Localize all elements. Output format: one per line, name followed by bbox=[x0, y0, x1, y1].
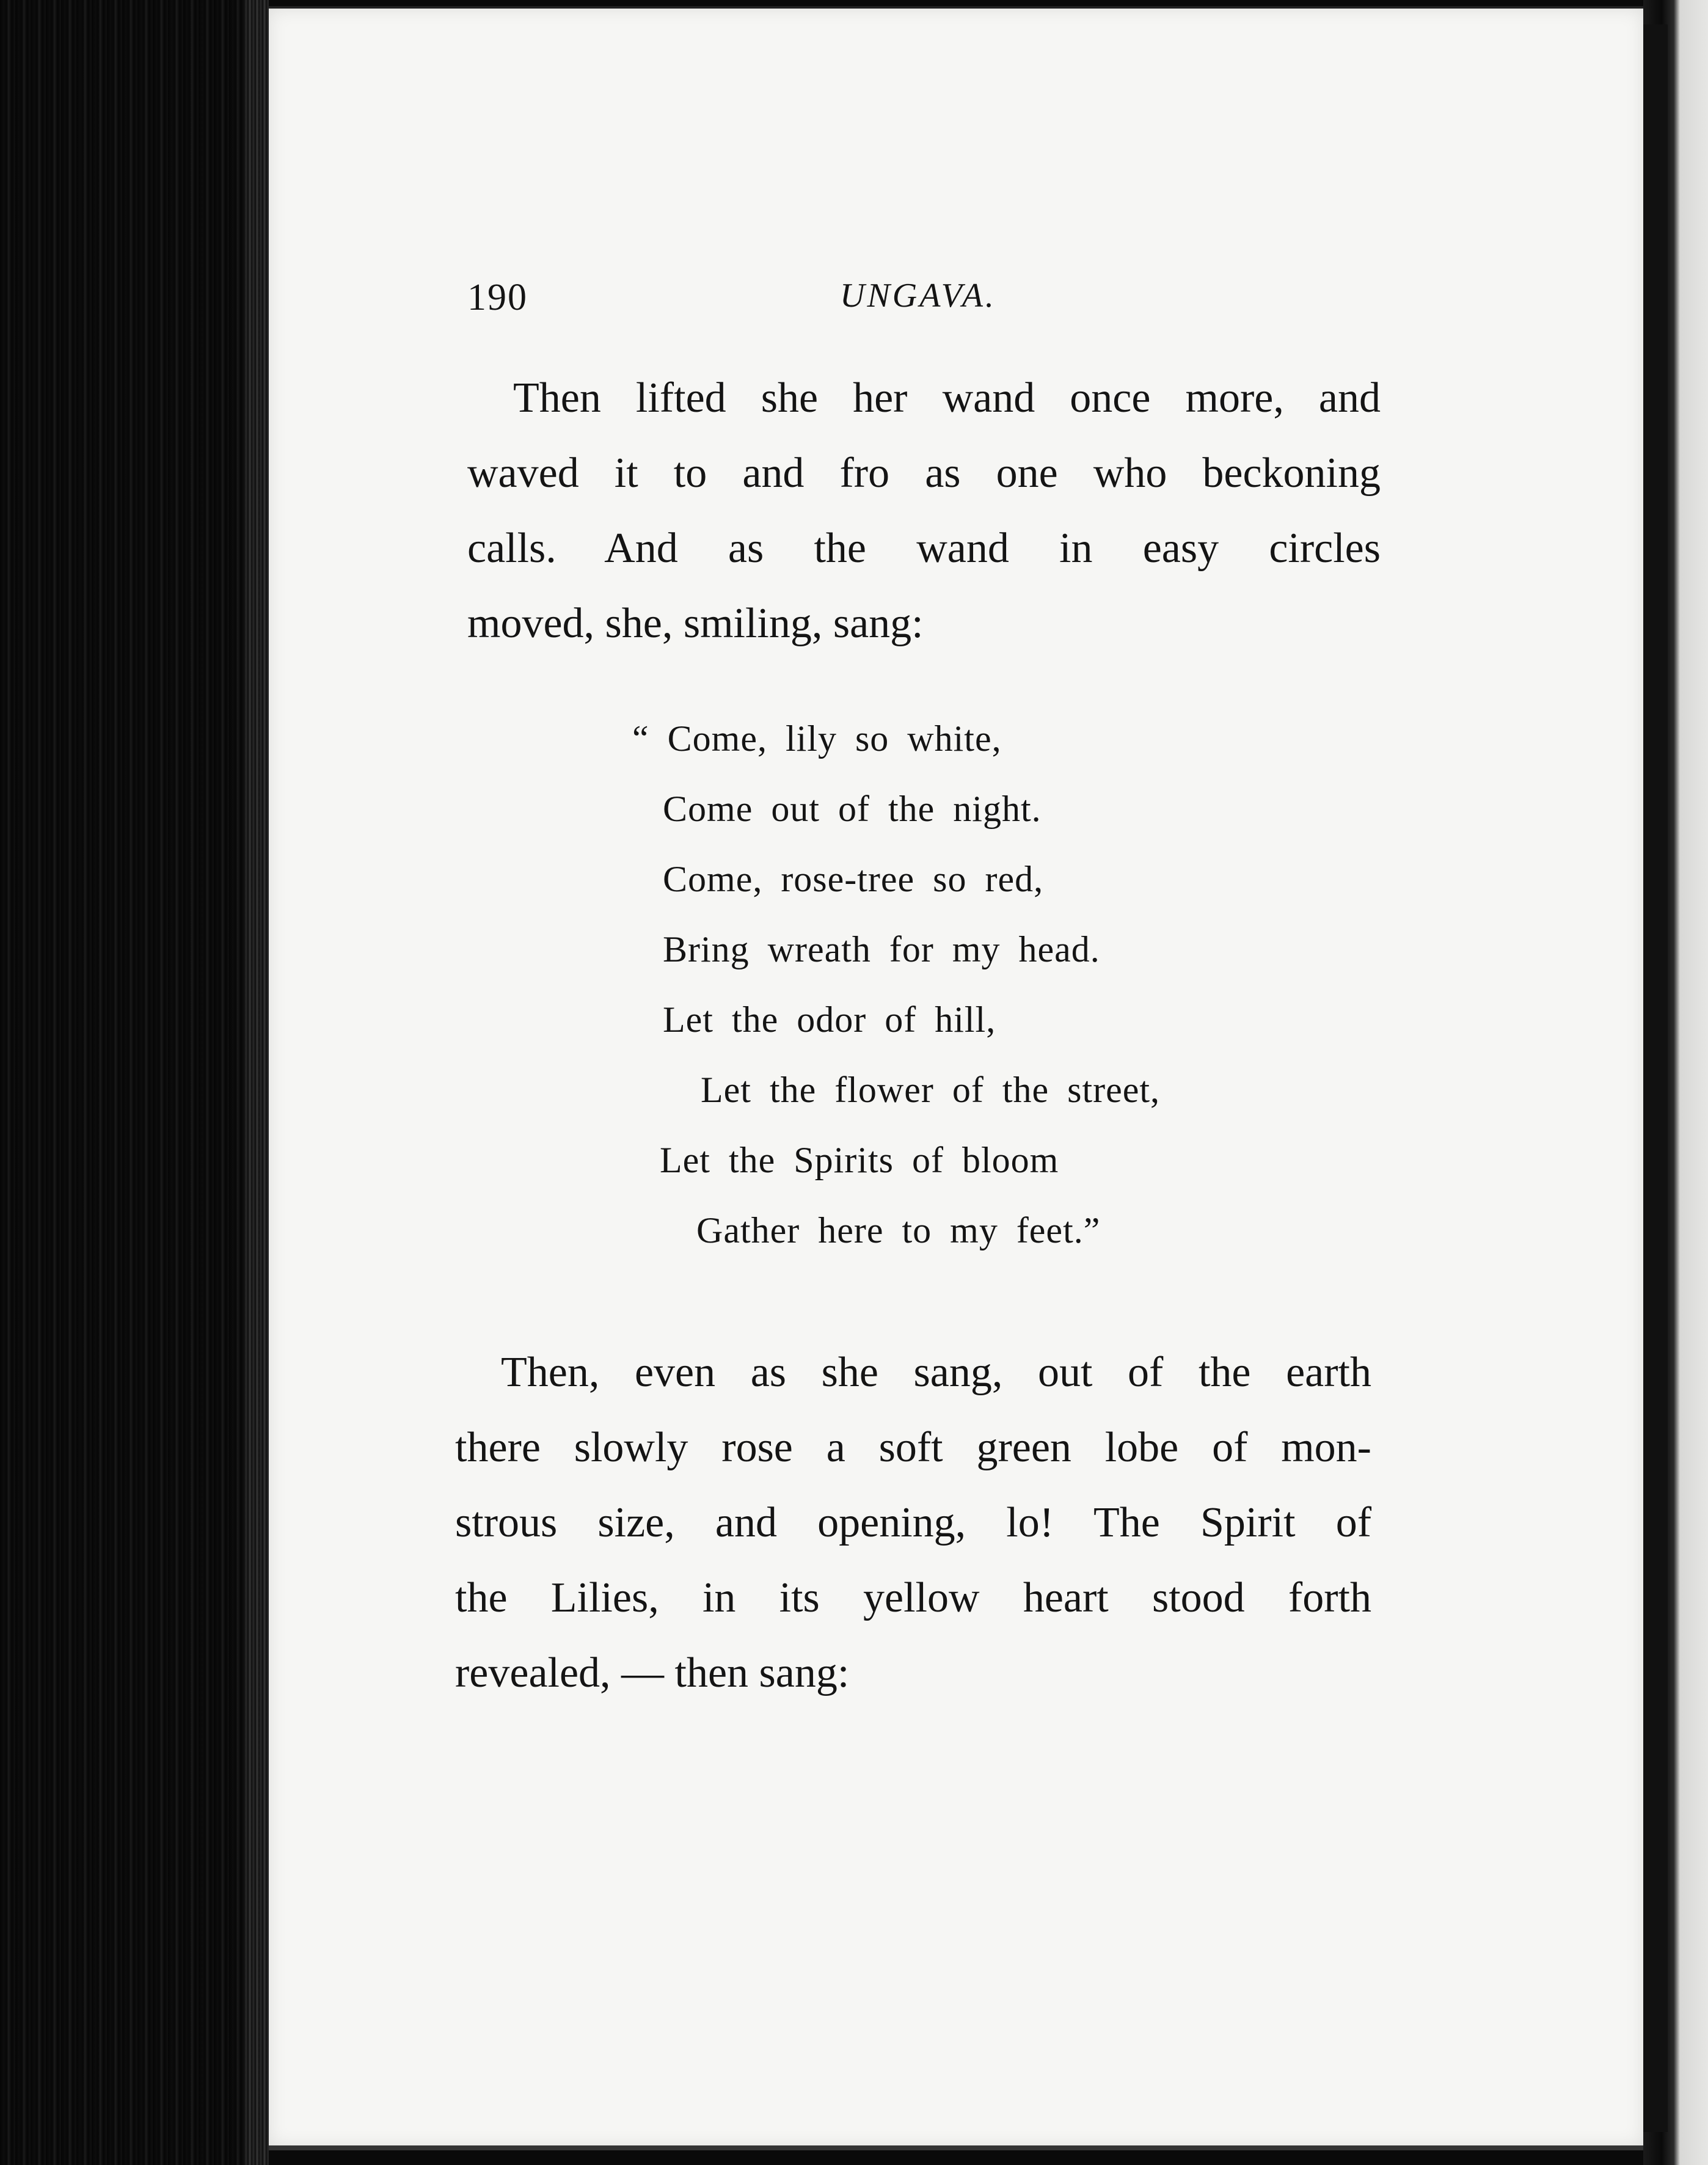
verse-line: Let the odor of hill, bbox=[663, 999, 996, 1040]
paragraph-1 bbox=[467, 360, 1381, 661]
page-edges-left bbox=[244, 0, 269, 2165]
running-title: UNGAVA. bbox=[840, 277, 996, 315]
paragraph-2 bbox=[455, 1335, 1371, 1710]
paragraph-line: moved, she, smiling, sang: bbox=[467, 600, 924, 647]
book-spine-left bbox=[0, 0, 263, 2165]
running-head bbox=[467, 276, 1078, 325]
verse-line: Come out of the night. bbox=[663, 789, 1042, 829]
page-number: 190 bbox=[467, 277, 528, 318]
paragraph-line: Then lifted she her wand once more, and bbox=[513, 374, 1381, 422]
paragraph-line: strous size, and opening, lo! The Spirit of bbox=[455, 1499, 1371, 1546]
verse-line: Come, rose-tree so red, bbox=[663, 859, 1044, 899]
verse-line: Let the Spirits of bloom bbox=[660, 1140, 1059, 1180]
paragraph-line: the Lilies, in its yellow heart stood forth bbox=[455, 1574, 1371, 1621]
verse-line: Gather here to my feet.” bbox=[696, 1210, 1101, 1250]
paragraph-line: calls. And as the wand in easy circles bbox=[467, 525, 1381, 572]
verse-line: Let the flower of the street, bbox=[701, 1070, 1161, 1110]
paragraph-line: revealed, — then sang: bbox=[455, 1649, 850, 1696]
verse-line: “ Come, lily so white, bbox=[632, 718, 1002, 759]
paragraph-line: there slowly rose a soft green lobe of mon- bbox=[455, 1424, 1371, 1471]
page-bottom-edge bbox=[269, 2145, 1643, 2150]
verse-line: Bring wreath for my head. bbox=[663, 929, 1100, 969]
binding-right-shadow bbox=[1643, 24, 1668, 2132]
paragraph-line: waved it to and fro as one who beckoning bbox=[467, 450, 1381, 497]
paragraph-line: Then, even as she sang, out of the earth bbox=[501, 1349, 1371, 1396]
